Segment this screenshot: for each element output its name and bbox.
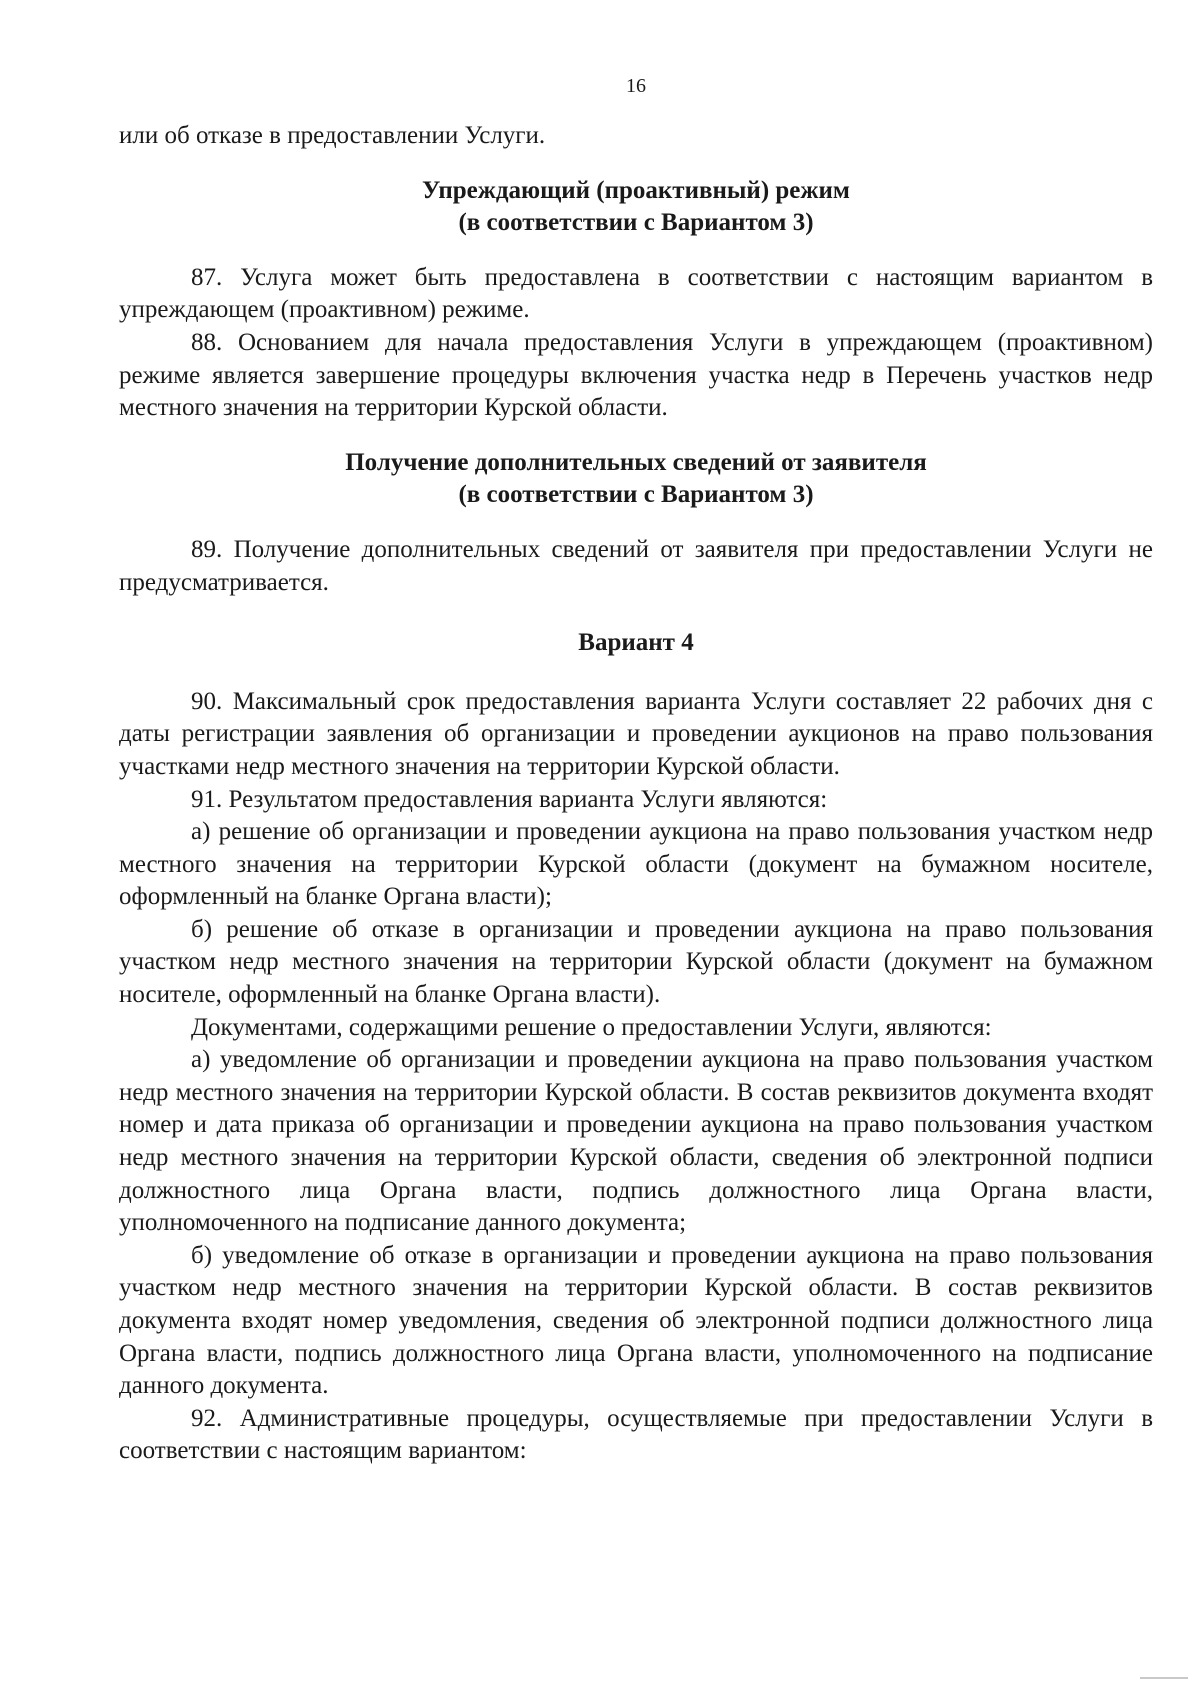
scan-mark (1140, 1677, 1188, 1679)
paragraph: б) уведомление об отказе в организации и проведении аукциона на право пользования участком недр местного значения на территории Курской области. В состав реквизитов документа входят номер уведомления, сведения об электронной подписи должностного лица Органа власти, подпись должностного лица Органа власти, уполномоченного на подписание данного документа. (119, 1241, 1153, 1400)
paragraph: 92. Административные процедуры, осуществляемые при предоставлении Услуги в соответствии с настоящим вариантом: (119, 1404, 1153, 1465)
heading-line: (в соответствии с Вариантом 3) (458, 481, 814, 509)
heading-text (119, 447, 1153, 512)
paragraph: 87. Услуга может быть предоставлена в соответствии с настоящим вариантом в упреждающем (проактивном) режиме. (119, 263, 1153, 324)
paragraph: 90. Максимальный срок предоставления варианта Услуги составляет 22 рабочих дня с даты регистрации заявления об организации и проведении аукционов на право пользования участками недр местного значения на территории Курской области. (119, 687, 1153, 780)
paragraph: или об отказе в предоставлении Услуги. (119, 122, 546, 149)
heading-text (119, 627, 1153, 660)
section-heading (119, 447, 1153, 512)
paragraph: а) решение об организации и проведении аукциона на право пользования участком недр местного значения на территории Курской области (документ на бумажном носителе, оформленный на бланке Органа власти); (119, 818, 1153, 911)
section-heading (119, 175, 1153, 240)
heading-line: Вариант 4 (578, 629, 694, 657)
document-body (119, 120, 1153, 1468)
heading-line: (в соответствии с Вариантом 3) (458, 209, 814, 237)
heading-line: Получение дополнительных сведений от заявителя (345, 448, 927, 476)
paragraph: б) решение об отказе в организации и проведении аукциона на право пользования участком недр местного значения на территории Курской области (документ на бумажном носителе, оформленный на бланке Органа власти). (119, 915, 1153, 1009)
paragraph: 91. Результатом предоставления варианта Услуги являются: (191, 785, 828, 813)
section-heading (119, 627, 1153, 660)
page-number: 16 (626, 75, 646, 97)
heading-text (119, 175, 1153, 240)
heading-line: Упреждающий (проактивный) режим (422, 176, 850, 204)
paragraph: 88. Основанием для начала предоставления Услуги в упреждающем (проактивном) режиме является завершение процедуры включения участка недр в Перечень участков недр местного значения на территории Курской области. (119, 328, 1153, 422)
paragraph: 89. Получение дополнительных сведений от заявителя при предоставлении Услуги не предусматривается. (119, 535, 1153, 596)
paragraph: а) уведомление об организации и проведении аукциона на право пользования участком недр местного значения на территории Курской области. В состав реквизитов документа входят номер и дата приказа об организации и проведении аукциона на право пользования участком недр местного значения на территории Курской области, сведения об электронной подписи должностного лица Органа власти, подпись должностного лица Органа власти, уполномоченного на подписание данного документа; (119, 1046, 1153, 1237)
paragraph: Документами, содержащими решение о предоставлении Услуги, являются: (191, 1013, 992, 1041)
